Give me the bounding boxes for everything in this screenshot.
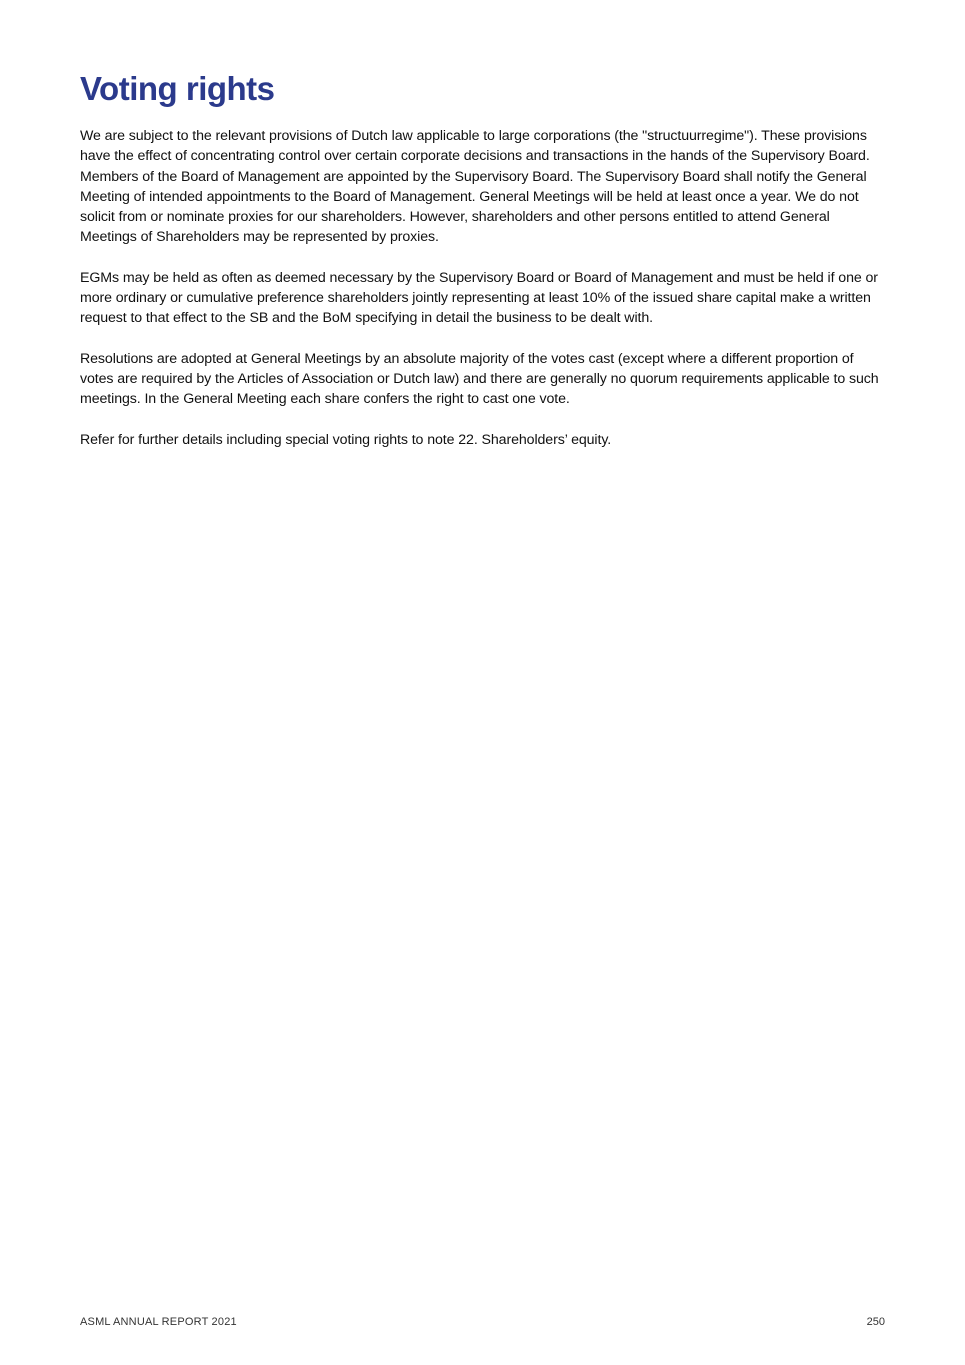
- body-text: [80, 126, 890, 470]
- paragraph-resolutions: Resolutions are adopted at General Meetings by an absolute majority of the votes cast (except where a different proportion of votes are required by the Articles of Association or Dutch law) and there are generally no quorum requirements applicable to such meetings. In the General Meeting each share confers the right to cast one vote.: [80, 350, 879, 408]
- footer-report-name: ASML ANNUAL REPORT 2021: [80, 1316, 237, 1328]
- page-title: Voting rights: [80, 70, 275, 107]
- footer-page-number: 250: [866, 1316, 885, 1328]
- paragraph-egms: EGMs may be held as often as deemed necessary by the Supervisory Board or Board of Management and must be held if one or more ordinary or cumulative preference shareholders jointly representing at least 10% of the issued share capital make a written request to that effect to the SB and the BoM specifying in detail the business to be dealt with.: [80, 269, 878, 327]
- paragraph-structure-regime: We are subject to the relevant provisions of Dutch law applicable to large corporations (the "structuurregime"). These provisions have the effect of concentrating control over certain corporate decisions and transactions in the hands of the Supervisory Board. Members of the Board of Management are appointed by the Supervisory Board. The Supervisory Board shall notify the General Meeting of intended appointments to the Board of Management. General Meetings will be held at least once a year. We do not solicit from or nominate proxies for our shareholders. However, shareholders and other persons entitled to attend General Meetings of Shareholders may be represented by proxies.: [80, 128, 870, 246]
- paragraph-reference-note: Refer for further details including special voting rights to note 22. Shareholders’ equity.: [80, 431, 612, 448]
